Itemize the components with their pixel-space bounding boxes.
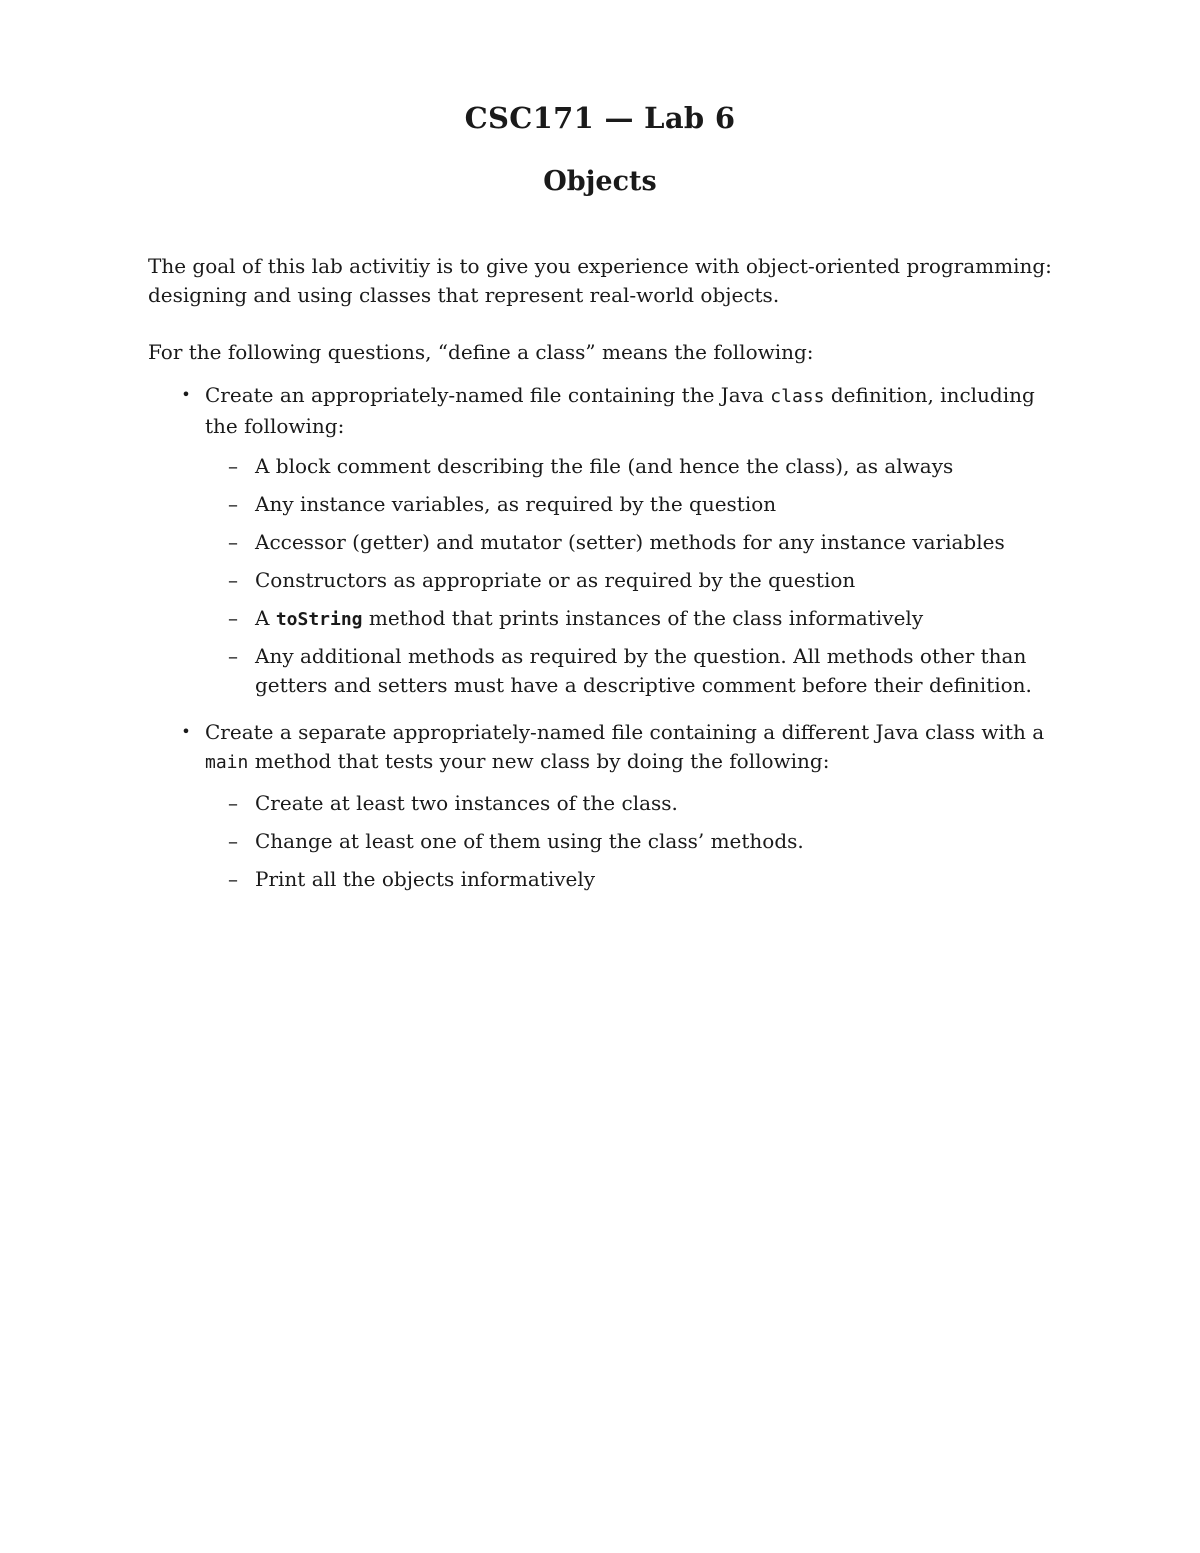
lead-in-paragraph: For the following questions, “define a class” means the following: xyxy=(148,340,814,364)
sub-list-item: Constructors as appropriate or as required by the question xyxy=(255,568,856,592)
dash-marker: – xyxy=(228,644,238,668)
inline-code: class xyxy=(770,386,825,407)
sub-list-item: Print all the objects informatively xyxy=(255,867,596,891)
dash-marker: – xyxy=(228,791,238,815)
dash-marker: – xyxy=(228,530,238,554)
dash-marker: – xyxy=(228,829,238,853)
list-item: Create a separate appropriately-named file containing a different Java class with a main method that tests your new class by doing the following: xyxy=(205,720,1045,773)
dash-marker: – xyxy=(228,867,238,891)
bullet-marker: • xyxy=(181,722,191,741)
dash-marker: – xyxy=(228,492,238,516)
sub-list-item: Accessor (getter) and mutator (setter) methods for any instance variables xyxy=(255,530,1005,554)
sub-list-item: Create at least two instances of the class. xyxy=(255,791,678,815)
dash-marker: – xyxy=(228,568,238,592)
inline-code: toString xyxy=(275,609,363,630)
sub-list-item: Any additional methods as required by the question. All methods other than getters and setters must have a descriptive comment before their definition. xyxy=(255,644,1032,697)
intro-paragraph: The goal of this lab activitiy is to give you experience with object-oriented programming: designing and using classes that represent real-world objects. xyxy=(148,254,1052,307)
document-subtitle: Objects xyxy=(543,166,657,197)
sub-list-item: A block comment describing the file (and hence the class), as always xyxy=(255,454,954,478)
list-item: Create an appropriately-named file containing the Java class definition, including the following: xyxy=(205,383,1035,438)
sub-list-item: Change at least one of them using the class’ methods. xyxy=(255,829,804,853)
dash-marker: – xyxy=(228,454,238,478)
document-title: CSC171 — Lab 6 xyxy=(464,101,736,135)
bullet-marker: • xyxy=(181,385,191,404)
dash-marker: – xyxy=(228,606,238,630)
inline-code: main xyxy=(205,751,249,773)
sub-list-item: Any instance variables, as required by the question xyxy=(255,492,777,516)
sub-list-item: A toString method that prints instances of the class informatively xyxy=(255,606,924,630)
